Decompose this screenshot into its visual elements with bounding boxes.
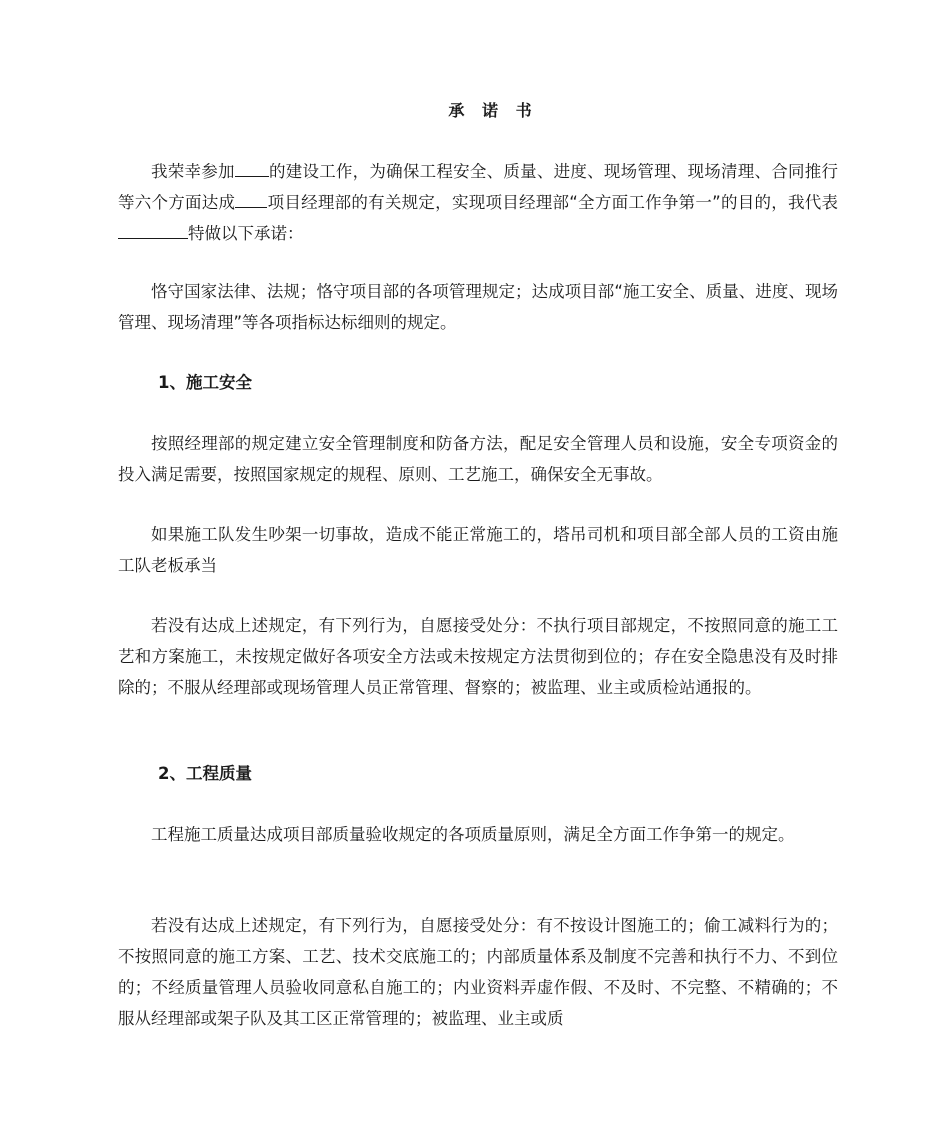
section-heading-safety: 1、施工安全 [158,373,252,392]
compliance-paragraph: 恪守国家法律、法规；恪守项目部的各项管理规定；达成项目部“施工安全、质量、进度、现场管理、现场清理”等各项指标达标细则的规定。 [118,282,838,332]
intro-text-2: 的建设工作，为确保工程安全、质量、进度、现场管理、现场清理、合同推行等六个方面达成 [118,162,839,212]
intro-text-4: 特做以下承诺： [188,224,304,243]
intro-text-1: 我荣幸参加 [151,162,235,181]
intro-paragraph [118,156,838,249]
intro-text-3: 项目经理部的有关规定，实现项目经理部“全方面工作争第一”的目的，我代表 [267,193,838,212]
safety-paragraph-3: 若没有达成上述规定，有下列行为，自愿接受处分：不执行项目部规定，不按照同意的施工工艺和方案施工，未按规定做好各项安全方法或未按规定方法贯彻到位的；存在安全隐患没有及时排除的；不服从经理部或现场管理人员正常管理、督察的；被监理、业主或质检站通报的。 [118,616,838,697]
document-title: 承 诺 书 [448,101,538,120]
quality-paragraph-2: 若没有达成上述规定，有下列行为，自愿接受处分：有不按设计图施工的；偷工减料行为的；不按照同意的施工方案、工艺、技术交底施工的；内部质量体系及制度不完善和执行不力、不到位的；不经质量管理人员验收同意私自施工的；内业资料弄虚作假、不及时、不完整、不精确的；不服从经理部或架子队及其工区正常管理的；被监理、业主或质 [118,916,838,1028]
safety-paragraph-1: 按照经理部的规定建立安全管理制度和防备方法，配足安全管理人员和设施，安全专项资金的投入满足需要，按照国家规定的规程、原则、工艺施工，确保安全无事故。 [118,434,838,484]
representative-name-blank[interactable] [118,221,188,239]
section-heading-quality: 2、工程质量 [158,764,252,783]
project-name-blank[interactable] [235,159,269,177]
company-name-blank[interactable] [235,190,267,208]
safety-paragraph-2: 如果施工队发生吵架一切事故，造成不能正常施工的，塔吊司机和项目部全部人员的工资由施工队老板承当 [118,525,838,575]
quality-paragraph-1: 工程施工质量达成项目部质量验收规定的各项质量原则，满足全方面工作争第一的规定。 [151,825,795,844]
